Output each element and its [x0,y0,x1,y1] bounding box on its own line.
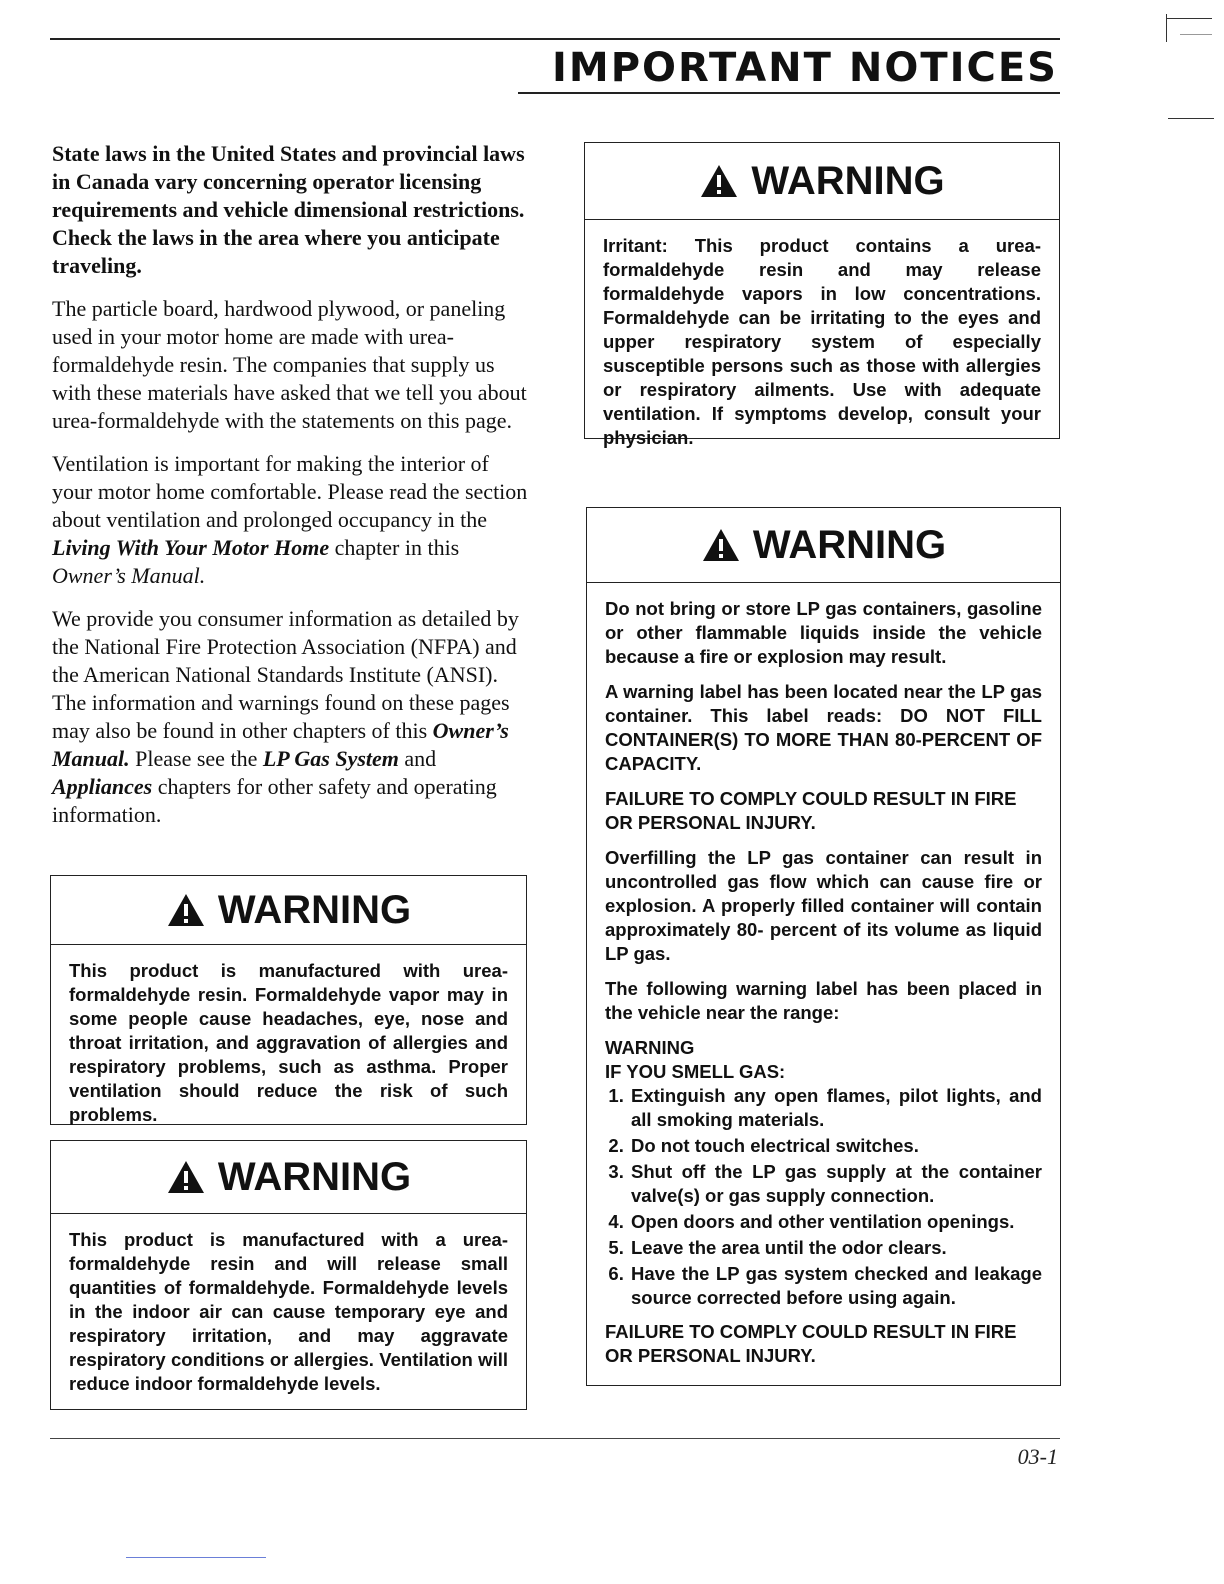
warning-title: WARNING [217,1154,412,1199]
warning-box-lp-gas [586,507,1061,1386]
lp-compliance-warning-footer: FAILURE TO COMPLY COULD RESULT IN FIRE OR PERSONAL INJURY. [605,1321,1017,1366]
warning-box-indoor-air [50,1140,527,1410]
chapter-reference: Appliances [52,774,153,799]
title-underline [518,92,1060,94]
page-title: IMPORTANT NOTICES [552,45,1058,91]
list-item: 3. Shut off the LP gas supply at the container valve(s) or gas supply connection. [629,1160,1042,1208]
warning-header [585,143,1059,220]
list-item: 2. Do not touch electrical switches. [629,1134,1042,1158]
warning-triangle-icon [166,1159,206,1195]
corner-mark [1180,34,1212,35]
lp-label-notice: A warning label has been located near the LP gas container. This label reads: DO NOT FILL CONTAINER(S) TO MORE THAN 80-PERCENT OF CAPACITY. [605,681,1042,774]
ventilation-paragraph: Ventilation is important for making the interior of your motor home comfortable. Please read the section about ventilation and prolonged occupancy in the Living With Your Motor Home chapter in this Owner’s Manual. [52,451,528,588]
warning-header [587,508,1060,583]
warning-header [51,1141,526,1214]
manual-reference: Owner’s Manual. [52,563,206,588]
warning-text: This product is manufactured with urea-formaldehyde resin. Formaldehyde vapor may in some people cause headaches, eye, nose and throat irritation, and aggravation of allergies and respiratory problems, such as asthma. Proper ventilation should reduce the risk of such problems. [69,960,508,1125]
warning-text: This product is manufactured with a urea-formaldehyde resin and will release small quantities of formaldehyde. Formaldehyde levels in the indoor air can cause temporary eye and respiratory irritation, and may aggravate respiratory conditions or allergies. Ventilation will reduce indoor formaldehyde levels. [69,1229,508,1394]
warning-title: WARNING [752,522,947,567]
warning-title: WARNING [751,158,945,203]
lp-storage-warning: Do not bring or store LP gas containers, gasoline or other flammable liquids inside the vehicle because a fire or explosion may result. [605,598,1042,667]
warning-text [587,583,1060,1380]
lp-overfill-warning: Overfilling the LP gas container can result in uncontrolled gas flow which can cause fire or explosion. A properly filled container will contain approximately 80- percent of its volume as liquid LP gas. [605,847,1042,964]
page-number: 03-1 [1017,1444,1058,1469]
list-item: 4. Open doors and other ventilation openings. [629,1210,1042,1234]
chapter-reference: Living With Your Motor Home [52,535,330,560]
range-label-subtitle: IF YOU SMELL GAS: [605,1061,786,1082]
warning-triangle-icon [701,527,741,563]
warning-text: Irritant: This product contains a urea-formaldehyde resin and may release formaldehyde vapors in low concentrations. Formaldehyde can be irritating to the eyes and upper respiratory system of especially susceptible persons such as those with allergies or respiratory ailments. Use with adequate ventilation. If symptoms develop, consult your physician. [603,235,1041,448]
range-label-title: WARNING [605,1037,695,1058]
bottom-rule [50,1438,1060,1439]
corner-mark [1166,18,1212,19]
corner-mark [1168,118,1214,119]
scan-artifact-line [126,1557,266,1558]
list-item: 6. Have the LP gas system checked and leakage source corrected before using again. [629,1262,1042,1310]
list-item: 1. Extinguish any open flames, pilot lights, and all smoking materials. [629,1084,1042,1132]
intro-text [52,140,528,844]
warning-header [51,876,526,945]
gas-smell-steps [605,1084,1042,1310]
warning-box-headaches [50,875,527,1125]
warning-box-irritant [584,142,1060,448]
formaldehyde-paragraph: The particle board, hardwood plywood, or paneling used in your motor home are made with urea-formaldehyde resin. The companies that supply us with these materials have asked that we tell you about urea-formaldehyde with the statements on this page. [52,296,527,433]
lp-compliance-warning: FAILURE TO COMPLY COULD RESULT IN FIRE OR PERSONAL INJURY. [605,788,1017,833]
licensing-notice: State laws in the United States and provincial laws in Canada vary concerning operator licensing requirements and vehicle dimensional restrictions. Check the laws in the area where you anticipate traveling. [52,141,525,278]
warning-triangle-icon [699,163,739,199]
list-item: 5. Leave the area until the odor clears. [629,1236,1042,1260]
manual-reference: Owner’s Manual. [52,718,509,771]
warning-title: WARNING [217,887,412,932]
chapter-reference: LP Gas System [262,746,399,771]
top-rule [50,38,1060,40]
consumer-info-paragraph: We provide you consumer information as detailed by the National Fire Protection Association (NFPA) and the American National Standards Institute (ANSI). The information and warnings found on these pages may also be found in other chapters of this Owner’s Manual. Please see the LP Gas System and Appliances chapters for other safety and operating information. [52,606,519,827]
range-label-notice: The following warning label has been placed in the vehicle near the range: [605,978,1042,1023]
warning-triangle-icon [166,892,206,928]
